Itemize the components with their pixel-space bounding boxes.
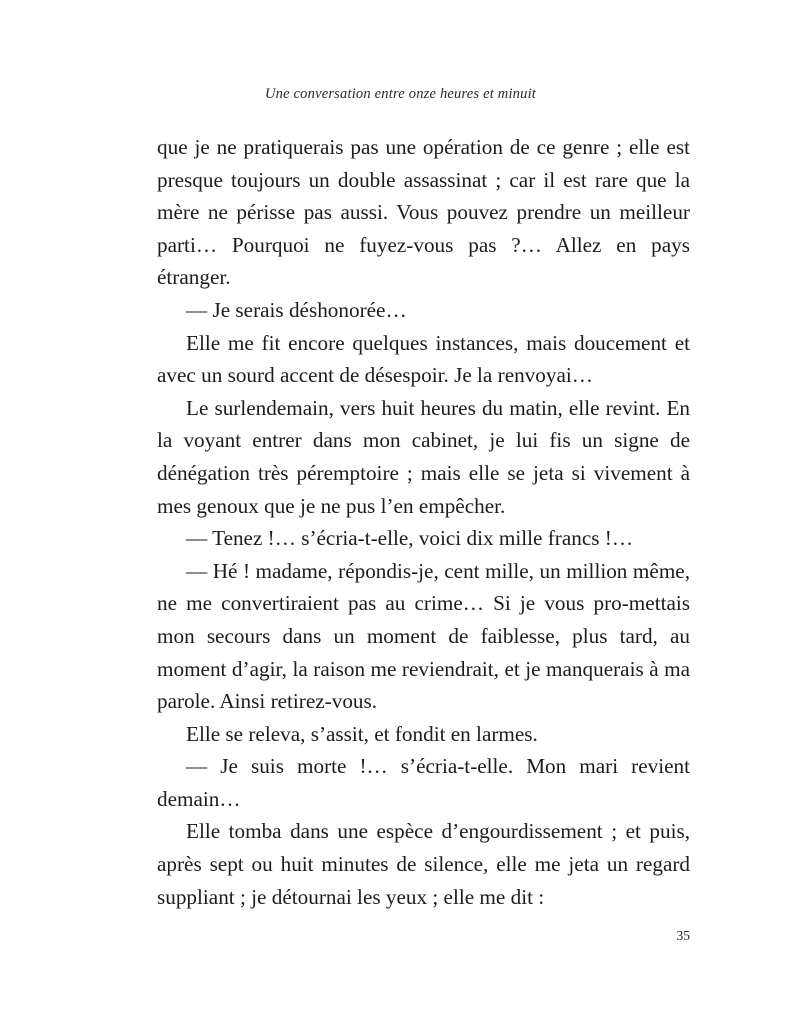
paragraph: Elle se releva, s’assit, et fondit en larmes.: [186, 721, 538, 746]
paragraph: que je ne pratiquerais pas une opération de ce genre ; elle est presque toujours un double assassinat ; car il est rare que la mère ne périsse pas aussi. Vous pouvez prendre un meilleur parti… Pourquoi ne fuyez-vous pas ?… Allez en pays étranger.: [157, 135, 690, 290]
paragraph: Le surlendemain, vers huit heures du matin, elle revint. En la voyant entrer dans mon cabinet, je lui fis un signe de dénégation très péremptoire ; mais elle se jeta si vivement à mes genoux que je ne pus l’en empêcher.: [157, 395, 690, 518]
running-head: Une conversation entre onze heures et minuit: [264, 86, 537, 102]
paragraph: — Je serais déshonorée…: [186, 297, 407, 322]
body-text: [157, 131, 690, 913]
paragraph: Elle me fit encore quelques instances, mais doucement et avec un sourd accent de désespoir. Je la renvoyai…: [157, 330, 690, 388]
paragraph: Elle tomba dans une espèce d’engourdissement ; et puis, après sept ou huit minutes de silence, elle me jeta un regard suppliant ; je détournai les yeux ; elle me dit :: [157, 819, 690, 909]
paragraph: — Tenez !… s’écria-t-elle, voici dix mille francs !…: [186, 526, 634, 551]
page-number: 35: [676, 928, 690, 943]
paragraph: — Hé ! madame, répondis-je, cent mille, un million même, ne me convertiraient pas au crime… Si je vous pro-mettais mon secours dans un moment de faiblesse, plus tard, au moment d’agir, la raison me reviendrait, et je manquerais à ma parole. Ainsi retirez-vous.: [157, 558, 690, 714]
paragraph: — Je suis morte !… s’écria-t-elle. Mon mari revient demain…: [157, 754, 690, 811]
